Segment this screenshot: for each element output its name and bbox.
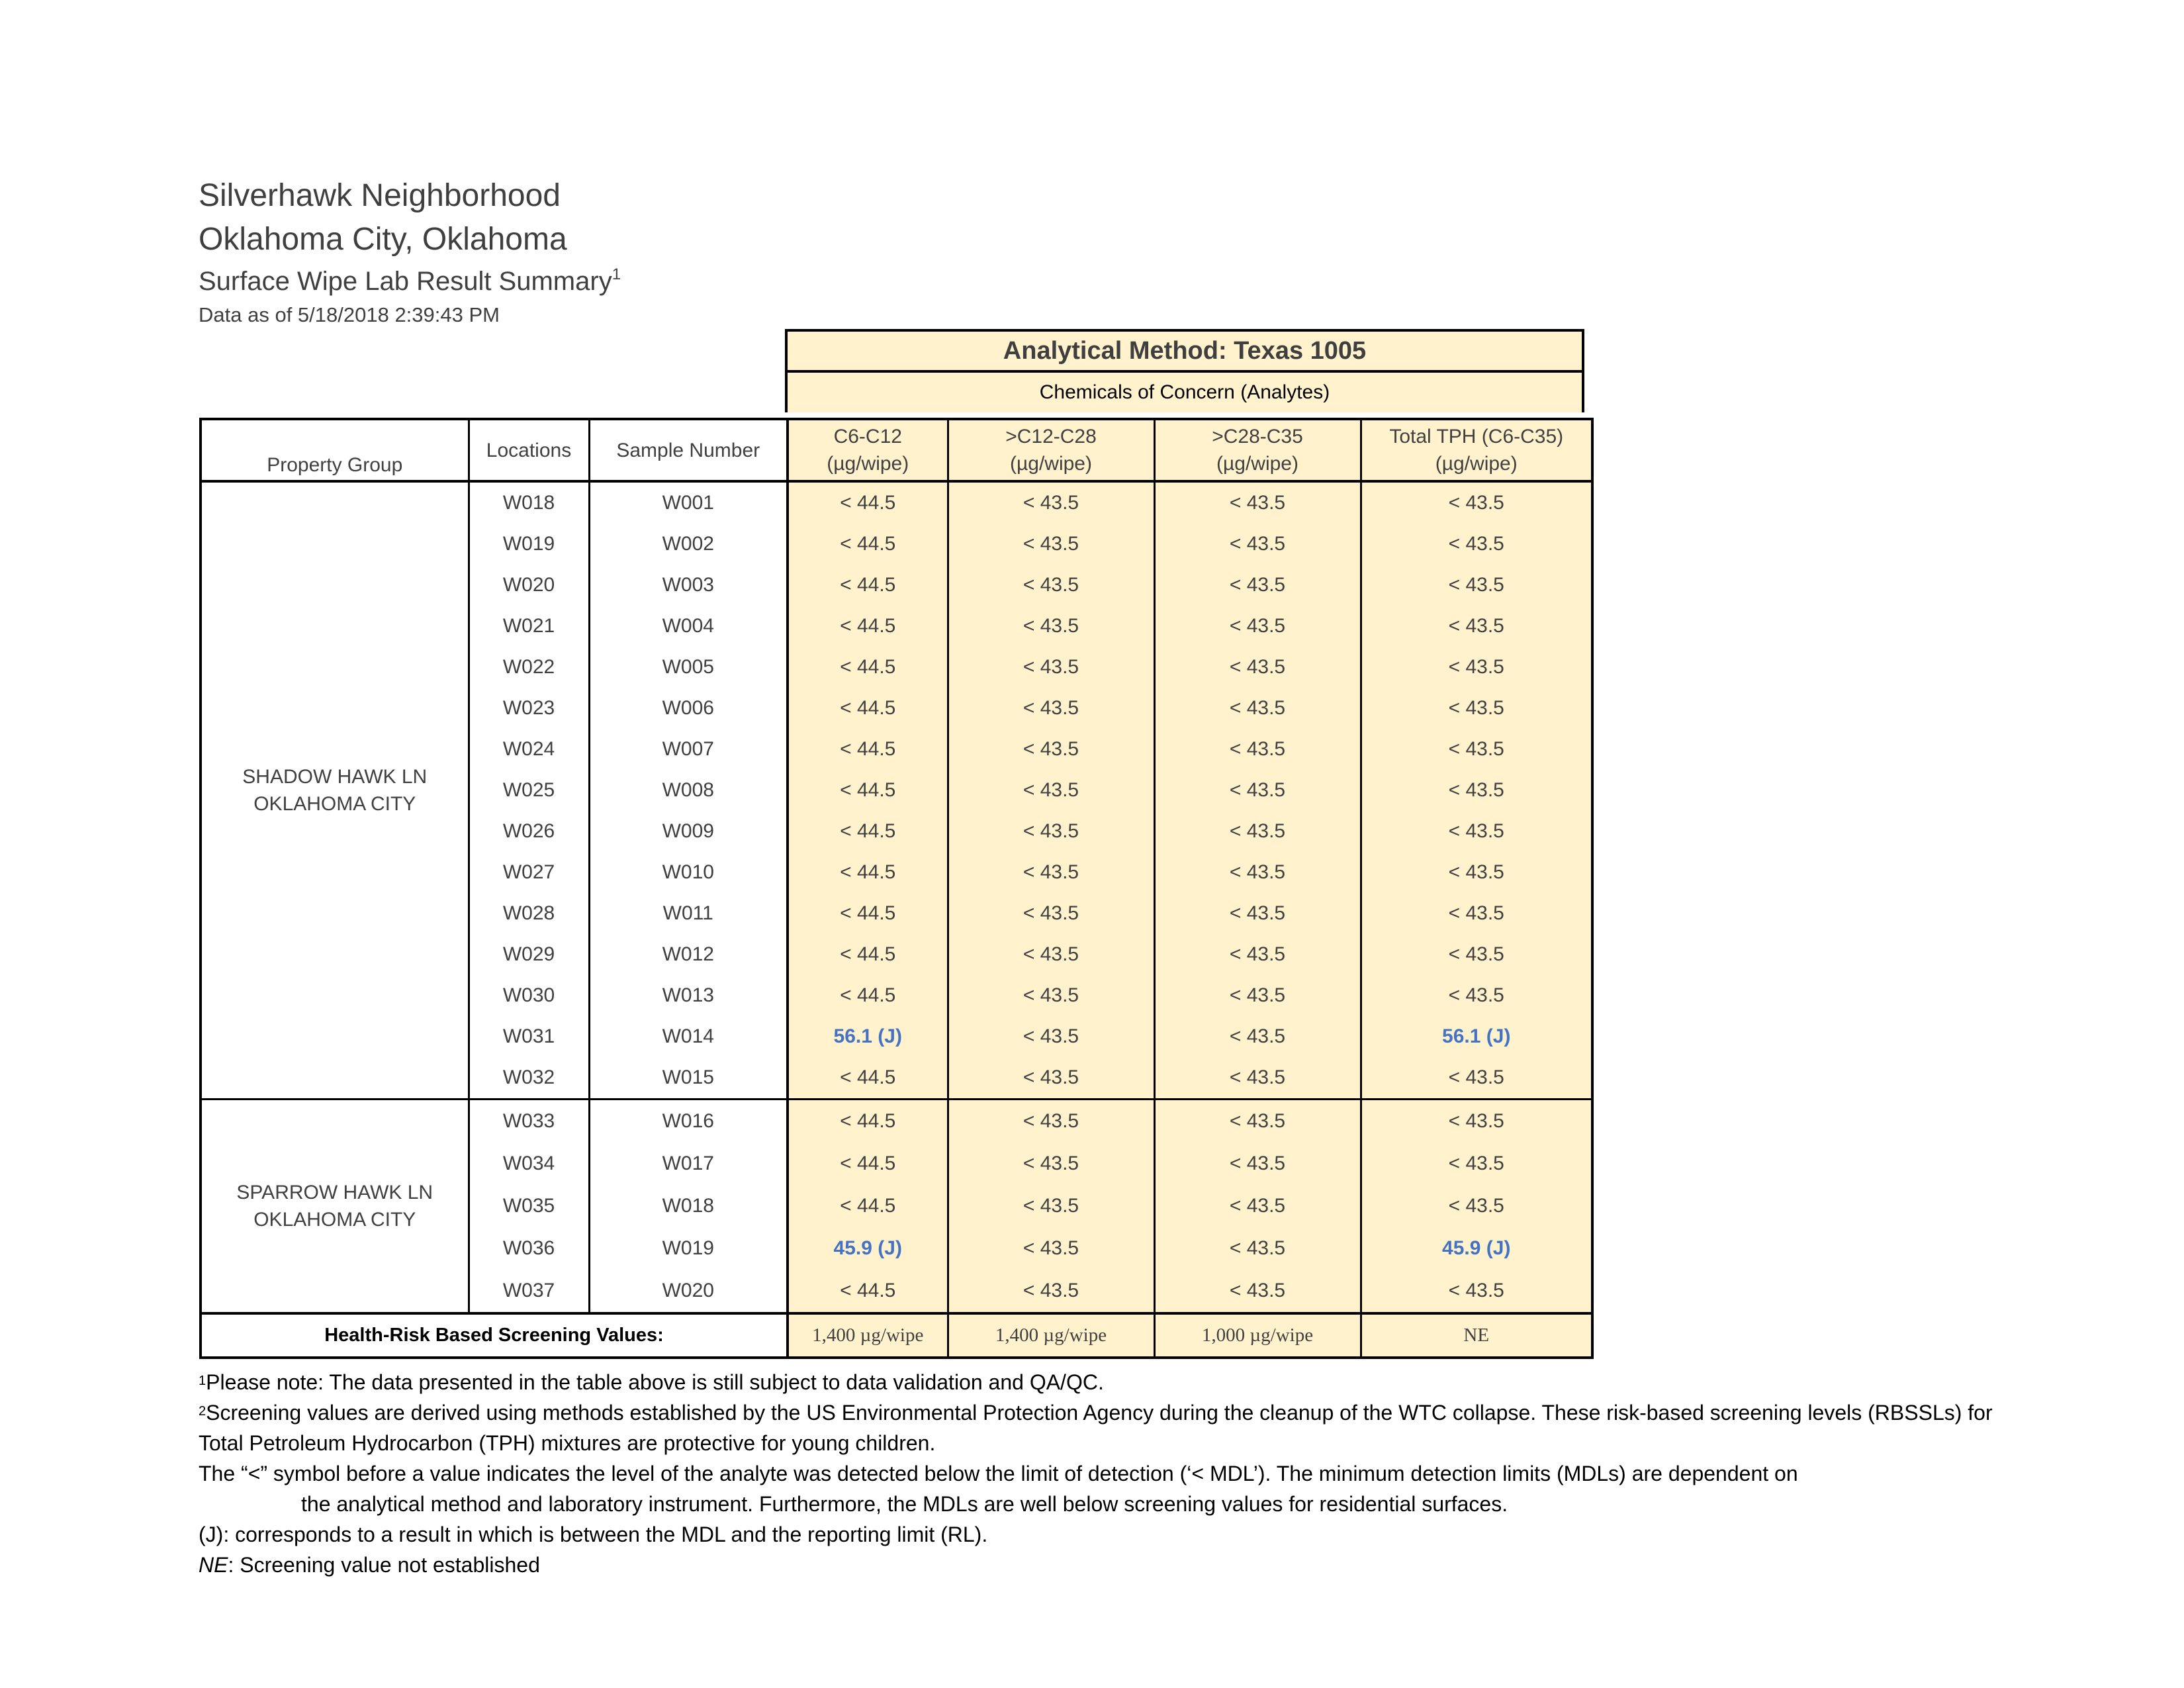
location-cell: W020 (469, 565, 589, 606)
c28-c35-value: < 43.5 (1154, 524, 1361, 565)
c6-c12-value: < 44.5 (788, 811, 948, 852)
c28-c35-value: < 43.5 (1154, 1016, 1361, 1057)
location-cell: W026 (469, 811, 589, 852)
total-tph-value: < 43.5 (1361, 688, 1592, 729)
footnote-2-mark: 2 (199, 1404, 206, 1419)
col-header-locations: Locations (469, 419, 589, 481)
c28-c35-value: < 43.5 (1154, 481, 1361, 524)
c28-c35-value: < 43.5 (1154, 934, 1361, 975)
total-tph-value: < 43.5 (1361, 1270, 1592, 1313)
sample-number-cell: W004 (589, 606, 788, 647)
sample-number-cell: W009 (589, 811, 788, 852)
page-title: Silverhawk Neighborhood (199, 178, 561, 213)
footnote-1-text: Please note: The data presented in the table above is still subject to data validation and QA/QC. (206, 1370, 1104, 1394)
total-tph-value: < 43.5 (1361, 975, 1592, 1016)
col-header-c6-c12 (788, 419, 948, 481)
c12-c28-value: < 43.5 (948, 1143, 1154, 1185)
sample-number-cell: W017 (589, 1143, 788, 1185)
col-header-property-group: Property Group (201, 419, 469, 481)
col-header-c28-c35 (1154, 419, 1361, 481)
note-ne-text: : Screening value not established (228, 1553, 540, 1577)
sample-number-cell: W018 (589, 1185, 788, 1227)
data-as-of: Data as of 5/18/2018 2:39:43 PM (199, 303, 500, 326)
total-tph-value: < 43.5 (1361, 770, 1592, 811)
c12-c28-value: < 43.5 (948, 1100, 1154, 1143)
c28-c35-value: < 43.5 (1154, 1185, 1361, 1227)
c28-unit: (µg/wipe) (1216, 453, 1298, 475)
location-cell: W025 (469, 770, 589, 811)
total-tph-value: < 43.5 (1361, 811, 1592, 852)
c12-c28-value: < 43.5 (948, 1270, 1154, 1313)
c12-c28-value: < 43.5 (948, 1057, 1154, 1100)
location-cell: W029 (469, 934, 589, 975)
total-tph-value: < 43.5 (1361, 565, 1592, 606)
c6-c12-value: < 44.5 (788, 852, 948, 893)
sample-number-cell: W006 (589, 688, 788, 729)
total-tph-value: < 43.5 (1361, 934, 1592, 975)
c6-c12-value: < 44.5 (788, 1270, 948, 1313)
total-tph-value: < 43.5 (1361, 524, 1592, 565)
location-cell: W032 (469, 1057, 589, 1100)
c28-c35-value: < 43.5 (1154, 1143, 1361, 1185)
total-tph-value: < 43.5 (1361, 1057, 1592, 1100)
c28-c35-value: < 43.5 (1154, 811, 1361, 852)
screening-value-total-tph: NE (1361, 1313, 1592, 1358)
c12-c28-value: < 43.5 (948, 893, 1154, 934)
location-cell: W021 (469, 606, 589, 647)
total-tph-value: < 43.5 (1361, 1185, 1592, 1227)
location-cell: W030 (469, 975, 589, 1016)
c12-c28-value: < 43.5 (948, 729, 1154, 770)
location-cell: W035 (469, 1185, 589, 1227)
total-tph-value: < 43.5 (1361, 852, 1592, 893)
c28-c35-value: < 43.5 (1154, 1057, 1361, 1100)
tph-unit: (µg/wipe) (1435, 453, 1518, 475)
table-row (201, 481, 1592, 524)
page-subtitle-location: Oklahoma City, Oklahoma (199, 222, 567, 257)
report-title (199, 267, 621, 297)
c6-c12-value: 45.9 (J) (788, 1227, 948, 1270)
property-group-name: SHADOW HAWK LN (242, 766, 428, 788)
sample-number-cell: W005 (589, 647, 788, 688)
location-cell: W034 (469, 1143, 589, 1185)
footnote-1-mark: 1 (199, 1374, 206, 1388)
c28-c35-value: < 43.5 (1154, 729, 1361, 770)
c6-c12-value: < 44.5 (788, 975, 948, 1016)
total-tph-value: < 43.5 (1361, 729, 1592, 770)
c12-name: >C12-C28 (1005, 426, 1097, 447)
c6-c12-value: < 44.5 (788, 1100, 948, 1143)
note-less-than-text: The “<” symbol before a value indicates the level of the analyte was detected below the limit of detection (‘< MDL’). The minimum detection limits (MDLs) are dependent on (199, 1462, 1798, 1485)
c12-c28-value: < 43.5 (948, 524, 1154, 565)
c28-c35-value: < 43.5 (1154, 770, 1361, 811)
total-tph-value: < 43.5 (1361, 1100, 1592, 1143)
location-cell: W037 (469, 1270, 589, 1313)
c12-c28-value: < 43.5 (948, 481, 1154, 524)
c6-c12-value: 56.1 (J) (788, 1016, 948, 1057)
location-cell: W018 (469, 481, 589, 524)
screening-value-c12-c28: 1,400 µg/wipe (948, 1313, 1154, 1358)
c6-c12-value: < 44.5 (788, 565, 948, 606)
c28-c35-value: < 43.5 (1154, 852, 1361, 893)
sample-number-cell: W019 (589, 1227, 788, 1270)
c28-c35-value: < 43.5 (1154, 1270, 1361, 1313)
c12-unit: (µg/wipe) (1010, 453, 1092, 475)
location-cell: W019 (469, 524, 589, 565)
total-tph-value: < 43.5 (1361, 1143, 1592, 1185)
c6-c12-value: < 44.5 (788, 688, 948, 729)
c12-c28-value: < 43.5 (948, 770, 1154, 811)
note-less-than-text-2: the analytical method and laboratory instrument. Furthermore, the MDLs are well below screening values for residential surfaces. (301, 1492, 1508, 1516)
c6-c12-value: < 44.5 (788, 934, 948, 975)
note-ne-abbr: NE (199, 1553, 228, 1577)
c28-name: >C28-C35 (1212, 426, 1303, 447)
c6-name: C6-C12 (833, 426, 902, 447)
note-j-qualifier-text: (J): corresponds to a result in which is between the MDL and the reporting limit (RL). (199, 1523, 988, 1546)
sample-number-cell: W001 (589, 481, 788, 524)
c12-c28-value: < 43.5 (948, 1227, 1154, 1270)
sample-number-cell: W007 (589, 729, 788, 770)
note-j-qualifier (199, 1519, 1999, 1550)
c28-c35-value: < 43.5 (1154, 565, 1361, 606)
c6-unit: (µg/wipe) (827, 453, 909, 475)
tph-name: Total TPH (C6-C35) (1389, 426, 1564, 447)
sample-number-cell: W014 (589, 1016, 788, 1057)
total-tph-value: < 43.5 (1361, 481, 1592, 524)
c28-c35-value: < 43.5 (1154, 647, 1361, 688)
c12-c28-value: < 43.5 (948, 852, 1154, 893)
c6-c12-value: < 44.5 (788, 524, 948, 565)
c28-c35-value: < 43.5 (1154, 975, 1361, 1016)
property-group-cell (201, 1100, 469, 1314)
c12-c28-value: < 43.5 (948, 1185, 1154, 1227)
property-group-name: SPARROW HAWK LN (236, 1182, 433, 1203)
sample-number-cell: W020 (589, 1270, 788, 1313)
screening-values-row (201, 1313, 1592, 1358)
table-row (201, 1100, 1592, 1143)
property-group-cell (201, 481, 469, 1100)
col-header-c12-c28 (948, 419, 1154, 481)
c28-c35-value: < 43.5 (1154, 893, 1361, 934)
location-cell: W036 (469, 1227, 589, 1270)
c6-c12-value: < 44.5 (788, 1057, 948, 1100)
sample-number-cell: W010 (589, 852, 788, 893)
c6-c12-value: < 44.5 (788, 1185, 948, 1227)
c12-c28-value: < 43.5 (948, 688, 1154, 729)
c6-c12-value: < 44.5 (788, 893, 948, 934)
location-cell: W031 (469, 1016, 589, 1057)
location-cell: W024 (469, 729, 589, 770)
sample-number-cell: W011 (589, 893, 788, 934)
c12-c28-value: < 43.5 (948, 565, 1154, 606)
c28-c35-value: < 43.5 (1154, 1227, 1361, 1270)
footnote-2 (199, 1397, 1999, 1458)
c28-c35-value: < 43.5 (1154, 606, 1361, 647)
sample-number-cell: W016 (589, 1100, 788, 1143)
col-header-total-tph (1361, 419, 1592, 481)
footnote-1 (199, 1367, 1999, 1397)
total-tph-value: < 43.5 (1361, 606, 1592, 647)
total-tph-value: < 43.5 (1361, 893, 1592, 934)
total-tph-value: 45.9 (J) (1361, 1227, 1592, 1270)
location-cell: W028 (469, 893, 589, 934)
location-cell: W023 (469, 688, 589, 729)
c6-c12-value: < 44.5 (788, 770, 948, 811)
sample-number-cell: W002 (589, 524, 788, 565)
sample-number-cell: W008 (589, 770, 788, 811)
location-cell: W033 (469, 1100, 589, 1143)
c6-c12-value: < 44.5 (788, 606, 948, 647)
c12-c28-value: < 43.5 (948, 1016, 1154, 1057)
c12-c28-value: < 43.5 (948, 934, 1154, 975)
note-less-than-continued (199, 1489, 1999, 1519)
report-title-footnote-mark: 1 (612, 265, 621, 283)
sample-number-cell: W015 (589, 1057, 788, 1100)
footnotes (199, 1367, 1999, 1580)
location-cell: W022 (469, 647, 589, 688)
c6-c12-value: < 44.5 (788, 1143, 948, 1185)
total-tph-value: < 43.5 (1361, 647, 1592, 688)
c12-c28-value: < 43.5 (948, 606, 1154, 647)
c28-c35-value: < 43.5 (1154, 688, 1361, 729)
chemicals-of-concern-header: Chemicals of Concern (Analytes) (785, 373, 1584, 412)
screening-value-c28-c35: 1,000 µg/wipe (1154, 1313, 1361, 1358)
c6-c12-value: < 44.5 (788, 729, 948, 770)
c12-c28-value: < 43.5 (948, 811, 1154, 852)
c12-c28-value: < 43.5 (948, 647, 1154, 688)
results-table (199, 418, 1594, 1359)
analytical-method-header: Analytical Method: Texas 1005 (785, 329, 1584, 373)
note-ne (199, 1550, 1999, 1580)
c12-c28-value: < 43.5 (948, 975, 1154, 1016)
c6-c12-value: < 44.5 (788, 481, 948, 524)
note-less-than-symbol (199, 1458, 1999, 1489)
report-title-text: Surface Wipe Lab Result Summary (199, 267, 612, 296)
col-header-sample-number: Sample Number (589, 419, 788, 481)
property-group-city: OKLAHOMA CITY (253, 1209, 416, 1231)
screening-value-c6-c12: 1,400 µg/wipe (788, 1313, 948, 1358)
footnote-2-text: Screening values are derived using methods established by the US Environmental Protection Agency during the cleanup of the WTC collapse. These risk-based screening levels (RBSSLs) for Total Petroleum Hydrocarbon (TPH) mixtures are protective for young children. (199, 1401, 1993, 1455)
total-tph-value: 56.1 (J) (1361, 1016, 1592, 1057)
property-group-city: OKLAHOMA CITY (253, 793, 416, 815)
location-cell: W027 (469, 852, 589, 893)
sample-number-cell: W012 (589, 934, 788, 975)
c28-c35-value: < 43.5 (1154, 1100, 1361, 1143)
c6-c12-value: < 44.5 (788, 647, 948, 688)
table-header-row (201, 419, 1592, 481)
sample-number-cell: W013 (589, 975, 788, 1016)
screening-values-label: Health-Risk Based Screening Values: (201, 1313, 788, 1358)
sample-number-cell: W003 (589, 565, 788, 606)
